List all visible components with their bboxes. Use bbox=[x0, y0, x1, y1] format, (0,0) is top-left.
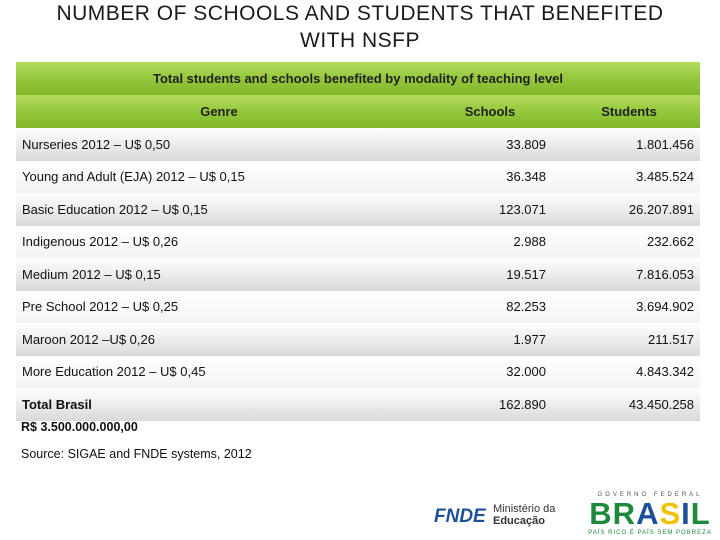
ministry-line1: Ministério da bbox=[493, 503, 556, 515]
brasil-letter: L bbox=[690, 496, 711, 531]
source-note bbox=[21, 447, 252, 461]
cell-students: 232.662 bbox=[647, 234, 694, 250]
cell-schools: 36.348 bbox=[506, 169, 546, 185]
cell-schools: 1.977 bbox=[513, 331, 546, 347]
brasil-letter: S bbox=[659, 496, 682, 531]
cell-genre: Maroon 2012 –U$ 0,26 bbox=[22, 331, 155, 347]
ministry-logo bbox=[493, 503, 555, 527]
cell-genre: Indigenous 2012 – U$ 0,26 bbox=[22, 234, 179, 250]
total-label: Total Brasil bbox=[22, 396, 92, 412]
cell-genre: More Education 2012 – U$ 0,45 bbox=[22, 364, 206, 380]
fnde-logo-text: FNDE bbox=[434, 506, 486, 527]
cell-genre: Basic Education 2012 – U$ 0,15 bbox=[22, 201, 208, 217]
brasil-letter: R bbox=[612, 496, 637, 531]
total-schools: 162.890 bbox=[499, 396, 546, 412]
brasil-letter: I bbox=[681, 496, 691, 531]
cell-schools: 19.517 bbox=[506, 266, 546, 282]
table-row bbox=[16, 226, 700, 259]
cell-students: 26.207.891 bbox=[628, 201, 694, 217]
column-header-schools: Schools bbox=[464, 104, 516, 119]
cell-students: 7.816.053 bbox=[636, 266, 694, 282]
table-row bbox=[16, 258, 700, 291]
table-row bbox=[16, 323, 700, 356]
brasil-logo bbox=[583, 492, 717, 538]
cell-schools: 82.253 bbox=[506, 299, 546, 315]
cell-students: 1.801.456 bbox=[636, 136, 694, 152]
brasil-tagline: PAÍS RICO É PAÍS SEM POBREZA bbox=[588, 530, 712, 536]
cell-schools: 32.000 bbox=[506, 364, 546, 380]
brasil-letter: A bbox=[636, 496, 660, 531]
cell-genre: Nurseries 2012 – U$ 0,50 bbox=[22, 136, 171, 152]
table-row bbox=[16, 193, 700, 226]
table-header-row bbox=[16, 95, 700, 128]
table-row bbox=[16, 161, 700, 194]
data-table bbox=[16, 62, 700, 421]
cell-schools: 2.988 bbox=[513, 234, 546, 250]
brasil-letter: B bbox=[589, 496, 613, 531]
cell-schools: 123.071 bbox=[499, 201, 546, 217]
table-caption: Total students and schools benefited by modality of teaching level bbox=[16, 62, 700, 95]
cell-genre: Young and Adult (EJA) 2012 – U$ 0,15 bbox=[22, 169, 245, 185]
source-value: SIGAE and FNDE systems, 2012 bbox=[67, 447, 252, 461]
source-label: Source: bbox=[21, 447, 68, 461]
cell-schools: 33.809 bbox=[506, 136, 546, 152]
table-row-total bbox=[16, 388, 700, 421]
cell-students: 211.517 bbox=[647, 331, 694, 347]
cell-students: 3.485.524 bbox=[636, 169, 694, 185]
total-amount: R$ 3.500.000.000,00 bbox=[21, 420, 138, 434]
cell-students: 3.694.902 bbox=[636, 299, 694, 315]
table-row bbox=[16, 291, 700, 324]
table-row bbox=[16, 356, 700, 389]
cell-genre: Medium 2012 – U$ 0,15 bbox=[22, 266, 161, 282]
cell-students: 4.843.342 bbox=[636, 364, 694, 380]
page-title: NUMBER OF SCHOOLS AND STUDENTS THAT BENEFITED WITH NSFP bbox=[56, 2, 664, 52]
column-header-genre: Genre bbox=[200, 104, 238, 119]
table-body bbox=[16, 128, 700, 388]
table-row bbox=[16, 128, 700, 161]
brasil-word bbox=[583, 498, 717, 530]
ministry-line2: Educação bbox=[493, 515, 545, 527]
total-students: 43.450.258 bbox=[628, 396, 694, 412]
brasil-top-text: GOVERNO FEDERAL bbox=[597, 492, 703, 498]
column-header-students: Students bbox=[601, 104, 657, 119]
fnde-logo bbox=[432, 503, 488, 527]
cell-genre: Pre School 2012 – U$ 0,25 bbox=[22, 299, 179, 315]
